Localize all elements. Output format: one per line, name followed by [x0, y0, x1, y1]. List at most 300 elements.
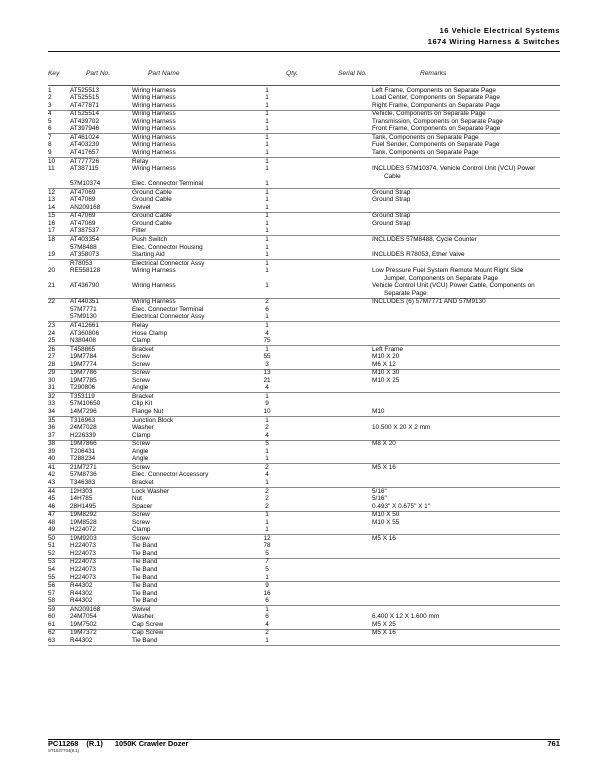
- cell-part-no: 57M7771: [70, 305, 97, 313]
- cell-part-name: Swivel: [132, 605, 151, 613]
- cell-remarks: Jumper, Components on Separate Page: [384, 274, 499, 282]
- table-row[interactable]: [48, 283, 560, 291]
- cell-part-no: T316963: [70, 416, 96, 424]
- cell-key: 41: [48, 463, 56, 471]
- cell-qty: 7: [265, 558, 269, 566]
- cell-part-no: AT47069: [70, 219, 96, 227]
- table-row[interactable]: [48, 606, 560, 614]
- cell-part-no: AT461024: [70, 133, 100, 141]
- cell-key: 34: [48, 408, 56, 416]
- cell-part-name: Wiring Harness: [132, 125, 176, 133]
- cell-qty: 1: [265, 180, 269, 188]
- table-row[interactable]: [48, 456, 560, 464]
- cell-part-name: Tie Band: [132, 589, 158, 597]
- cell-part-no: N380408: [70, 337, 96, 345]
- cell-part-name: Tie Band: [132, 582, 158, 590]
- table-row[interactable]: [48, 149, 560, 157]
- cell-key: 40: [48, 455, 56, 463]
- cell-key: 55: [48, 573, 56, 581]
- cell-remarks: M10: [372, 408, 385, 416]
- table-row[interactable]: [48, 550, 560, 558]
- cell-part-name: Screw: [132, 511, 150, 519]
- cell-part-name: Tie Band: [132, 558, 158, 566]
- cell-key: 23: [48, 322, 56, 330]
- cell-qty: 2: [265, 463, 269, 471]
- cell-part-no: H224072: [70, 526, 96, 534]
- cell-part-no: T290806: [70, 384, 96, 392]
- table-row[interactable]: [48, 527, 560, 535]
- table-row[interactable]: [48, 495, 560, 503]
- cell-part-name: Elec. Connector Housing: [132, 243, 203, 251]
- cell-part-no: H224073: [70, 549, 96, 557]
- cell-qty: 1: [265, 251, 269, 259]
- cell-key: 32: [48, 392, 56, 400]
- cell-key: 8: [48, 141, 52, 149]
- cell-qty: 1: [265, 392, 269, 400]
- cell-qty: 4: [265, 471, 269, 479]
- cell-key: 62: [48, 629, 56, 637]
- table-row[interactable]: [48, 181, 560, 189]
- cell-qty: 1: [265, 511, 269, 519]
- cell-key: 49: [48, 526, 56, 534]
- cell-part-no: 14H785: [70, 495, 93, 503]
- cell-part-name: Clamp: [132, 431, 151, 439]
- cell-key: 21: [48, 282, 56, 290]
- cell-qty: 4: [265, 431, 269, 439]
- cell-qty: 5: [265, 565, 269, 573]
- cell-part-name: Ground Cable: [132, 196, 172, 204]
- cell-key: 47: [48, 511, 56, 519]
- cell-part-name: Tie Band: [132, 597, 158, 605]
- cell-qty: 1: [265, 196, 269, 204]
- cell-remarks: Cable: [384, 172, 401, 180]
- cell-qty: 5: [265, 440, 269, 448]
- cell-qty: 3: [265, 360, 269, 368]
- table-row-group: [48, 260, 560, 299]
- cell-remarks: 0.493" X 0.675" X 1": [372, 502, 430, 510]
- cell-remarks: M10 X 55: [372, 518, 400, 526]
- table-row[interactable]: [48, 377, 560, 385]
- table-row[interactable]: [48, 346, 560, 354]
- cell-key: 35: [48, 416, 56, 424]
- cell-part-name: Relay: [132, 322, 149, 330]
- cell-part-no: R44302: [70, 636, 93, 644]
- cell-part-name: Bracket: [132, 345, 154, 353]
- table-row[interactable]: [48, 590, 560, 598]
- cell-key: 25: [48, 337, 56, 345]
- table-row[interactable]: [48, 441, 560, 449]
- table-row[interactable]: [48, 503, 560, 511]
- cell-part-no: T458865: [70, 345, 96, 353]
- cell-remarks: Separate Page: [384, 289, 427, 297]
- table-row[interactable]: [48, 582, 560, 590]
- cell-part-name: Wiring Harness: [132, 94, 176, 102]
- cell-part-name: Hose Clamp: [132, 329, 168, 337]
- cell-remarks: INCLUDES (6) 57M7771 AND 57M9130: [372, 298, 486, 306]
- table-row[interactable]: [48, 488, 560, 496]
- cell-part-no: AT387537: [70, 227, 100, 235]
- cell-part-no: 28H1495: [70, 502, 96, 510]
- cell-part-name: Screw: [132, 353, 150, 361]
- cell-key: 60: [48, 613, 56, 621]
- footer-page-number: 761: [547, 739, 560, 748]
- cell-qty: 5: [265, 549, 269, 557]
- table-row[interactable]: [48, 598, 560, 606]
- cell-key: 48: [48, 518, 56, 526]
- table-row[interactable]: [48, 338, 560, 346]
- cell-part-no: H224073: [70, 565, 96, 573]
- table-row[interactable]: [48, 385, 560, 393]
- cell-part-name: Push Switch: [132, 236, 168, 243]
- cell-remarks: 10.500 X 20 X 2 mm: [372, 424, 431, 432]
- cell-key: 61: [48, 620, 56, 628]
- table-row[interactable]: [48, 204, 560, 212]
- table-row-group: [48, 346, 560, 370]
- cell-key: 33: [48, 400, 56, 408]
- cell-part-name: Filter: [132, 227, 147, 235]
- cell-key: 17: [48, 227, 56, 235]
- cell-part-name: Ground Cable: [132, 212, 172, 220]
- table-row[interactable]: [48, 472, 560, 480]
- cell-part-name: Wiring Harness: [132, 165, 176, 173]
- table-row[interactable]: [48, 574, 560, 582]
- table-row-group: [48, 299, 560, 323]
- cell-part-no: AT47069: [70, 212, 96, 220]
- cell-part-no: H224073: [70, 573, 96, 581]
- cell-key: 56: [48, 582, 56, 590]
- cell-part-name: Elec. Connector Terminal: [132, 180, 204, 188]
- cell-qty: 1: [265, 165, 269, 173]
- cell-part-name: Lock Washer: [132, 487, 170, 495]
- cell-part-no: 21M7271: [70, 463, 97, 471]
- footer-sub-code: ST1037704(8.1): [48, 748, 80, 753]
- table-row[interactable]: [48, 299, 560, 307]
- table-row-group: [48, 189, 560, 213]
- cell-key: 42: [48, 471, 56, 479]
- cell-qty: 1: [265, 526, 269, 534]
- cell-qty: 1: [265, 478, 269, 486]
- column-header-remarks: Remarks: [420, 70, 447, 77]
- cell-part-name: Wiring Harness: [132, 86, 176, 94]
- table-row[interactable]: [48, 290, 560, 298]
- table-row-group: [48, 134, 560, 158]
- table-row-group: [48, 87, 560, 111]
- cell-key: 58: [48, 597, 56, 605]
- table-row[interactable]: [48, 417, 560, 425]
- cell-part-no: AT436790: [70, 282, 100, 290]
- cell-part-name: Screw: [132, 534, 150, 542]
- cell-part-name: Wiring Harness: [132, 110, 176, 118]
- table-row[interactable]: [48, 236, 560, 244]
- cell-part-no: AT403354: [70, 236, 100, 243]
- cell-qty: 1: [265, 188, 269, 196]
- cell-part-no: AT387115: [70, 165, 99, 173]
- table-row[interactable]: [48, 543, 560, 551]
- table-row-group: [48, 559, 560, 583]
- table-row[interactable]: [48, 228, 560, 236]
- table-row[interactable]: [48, 361, 560, 369]
- cell-part-name: Swivel: [132, 203, 151, 211]
- table-row[interactable]: [48, 173, 560, 181]
- cell-qty: 2: [265, 424, 269, 432]
- cell-part-name: Cap Screw: [132, 629, 164, 637]
- cell-part-name: Starting Aid: [132, 251, 165, 259]
- cell-remarks: Left Frame, Components on Separate Page: [372, 86, 496, 94]
- column-header-part-name: Part Name: [148, 70, 180, 77]
- footer-model: 1050K Crawler Dozer: [114, 739, 189, 748]
- table-row[interactable]: [48, 393, 560, 401]
- cell-qty: 1: [265, 203, 269, 211]
- table-row[interactable]: [48, 306, 560, 314]
- cell-key: 9: [48, 148, 52, 156]
- cell-qty: 1: [265, 313, 269, 321]
- cell-qty: 1: [265, 259, 269, 267]
- table-row[interactable]: [48, 448, 560, 456]
- column-header-part-no: Part No.: [86, 70, 111, 77]
- cell-qty: 1: [265, 110, 269, 118]
- table-row[interactable]: [48, 408, 560, 416]
- column-header-serial-no: Serial No.: [338, 70, 367, 77]
- table-row-group: [48, 488, 560, 512]
- cell-remarks: Tank, Components on Separate Page: [372, 133, 479, 141]
- cell-qty: 1: [265, 86, 269, 94]
- cell-part-name: Elec. Connector Terminal: [132, 305, 204, 313]
- cell-part-no: 19M7784: [70, 353, 97, 361]
- table-row[interactable]: [48, 512, 560, 520]
- cell-key: 43: [48, 478, 56, 486]
- cell-part-no: AT403239: [70, 141, 100, 149]
- column-header-key: Key: [48, 70, 60, 77]
- cell-qty: 16: [263, 589, 271, 597]
- cell-part-no: 57M10374: [70, 180, 101, 188]
- cell-remarks: M5 X 16: [372, 629, 396, 637]
- cell-qty: 4: [265, 329, 269, 337]
- cell-part-name: Clip Kit: [132, 400, 153, 408]
- cell-remarks: M10 X 50: [372, 511, 400, 519]
- table-row[interactable]: [48, 244, 560, 252]
- cell-qty: 1: [265, 322, 269, 330]
- table-row-group: [48, 417, 560, 441]
- cell-part-name: Clamp: [132, 526, 151, 534]
- cell-qty: 21: [263, 376, 271, 384]
- cell-part-no: 19M8292: [70, 511, 97, 519]
- cell-remarks: Low Pressure Fuel System Remote Mount Right Side: [372, 267, 524, 275]
- cell-part-name: Angle: [132, 455, 149, 463]
- cell-qty: 1: [265, 605, 269, 613]
- table-row-group: [48, 236, 560, 260]
- cell-part-no: H224073: [70, 558, 96, 566]
- cell-key: 18: [48, 236, 56, 243]
- cell-key: 6: [48, 125, 52, 133]
- cell-qty: 78: [263, 542, 271, 550]
- table-row[interactable]: [48, 614, 560, 622]
- cell-remarks: M6 X 12: [372, 360, 396, 368]
- cell-qty: 10: [263, 408, 271, 416]
- table-row[interactable]: [48, 314, 560, 322]
- footer-catalog-info: [48, 739, 188, 748]
- cell-remarks: 6.400 X 12 X 1.600 mm: [372, 613, 440, 621]
- cell-key: 11: [48, 165, 55, 173]
- table-row-group: [48, 630, 560, 646]
- table-row[interactable]: [48, 637, 560, 645]
- table-row[interactable]: [48, 370, 560, 378]
- table-row-group: [48, 111, 560, 135]
- table-row[interactable]: [48, 189, 560, 197]
- cell-remarks: Transmission, Components on Separate Page: [372, 117, 503, 125]
- cell-part-name: Junction Block: [132, 416, 174, 424]
- cell-part-no: H226339: [70, 431, 96, 439]
- cell-qty: 4: [265, 384, 269, 392]
- cell-part-no: AT439702: [70, 117, 100, 125]
- cell-part-name: Cap Screw: [132, 620, 164, 628]
- cell-qty: 2: [265, 502, 269, 510]
- table-row[interactable]: [48, 425, 560, 433]
- table-row[interactable]: [48, 432, 560, 440]
- cell-qty: 1: [265, 133, 269, 141]
- cell-qty: 75: [263, 337, 271, 345]
- table-row[interactable]: [48, 197, 560, 205]
- cell-qty: 6: [265, 597, 269, 605]
- table-row[interactable]: [48, 479, 560, 487]
- cell-key: 31: [48, 384, 56, 392]
- page-header: [48, 26, 560, 47]
- cell-qty: 1: [265, 94, 269, 102]
- cell-part-no: AT47069: [70, 188, 96, 196]
- cell-part-name: Elec. Connector Accessory: [132, 471, 209, 479]
- table-row[interactable]: [48, 102, 560, 110]
- cell-key: 38: [48, 440, 56, 448]
- table-row[interactable]: [48, 401, 560, 409]
- header-section-line: 16 Vehicle Electrical Systems: [439, 26, 560, 35]
- cell-part-no: T346383: [70, 478, 96, 486]
- table-row[interactable]: [48, 464, 560, 472]
- header-divider: [48, 51, 560, 52]
- cell-key: 1: [48, 86, 52, 94]
- cell-qty: 13: [263, 369, 271, 377]
- cell-remarks: M8 X 20: [372, 440, 396, 448]
- cell-qty: 9: [265, 400, 269, 408]
- table-row[interactable]: [48, 213, 560, 221]
- cell-part-name: Wiring Harness: [132, 267, 176, 275]
- cell-key: 22: [48, 298, 56, 306]
- cell-part-no: 57M8488: [70, 243, 97, 251]
- cell-remarks: 5/16": [372, 495, 387, 503]
- cell-key: 30: [48, 376, 56, 384]
- cell-qty: 12: [263, 534, 271, 542]
- cell-qty: 2: [265, 629, 269, 637]
- table-row[interactable]: [48, 330, 560, 338]
- table-row-group: [48, 535, 560, 559]
- cell-part-no: AT525513: [70, 86, 100, 94]
- footer-catalog-no: PC11268: [48, 739, 79, 748]
- cell-remarks: Load Center, Components on Separate Page: [372, 94, 500, 102]
- table-row[interactable]: [48, 322, 560, 330]
- cell-key: 2: [48, 94, 52, 102]
- cell-key: 63: [48, 636, 56, 644]
- cell-part-no: AT412661: [70, 322, 100, 330]
- cell-qty: 1: [265, 236, 269, 243]
- cell-part-no: 57M8736: [70, 471, 97, 479]
- cell-part-no: AT440351: [70, 298, 100, 306]
- cell-part-name: Ground Cable: [132, 188, 172, 196]
- cell-qty: 1: [265, 157, 269, 165]
- table-row[interactable]: [48, 519, 560, 527]
- cell-part-no: 12H303: [70, 487, 93, 495]
- cell-remarks: Tank, Components on Separate Page: [372, 148, 479, 156]
- cell-qty: 1: [265, 518, 269, 526]
- cell-remarks: Ground Strap: [372, 188, 411, 196]
- table-row-group: [48, 441, 560, 465]
- cell-part-no: R44302: [70, 589, 93, 597]
- cell-remarks: INCLUDES 57M10374, Vehicle Control Unit (VCU) Power: [372, 165, 536, 173]
- cell-qty: 1: [265, 125, 269, 133]
- cell-part-no: AT777726: [70, 157, 100, 165]
- cell-part-name: Washer: [132, 613, 154, 621]
- cell-part-name: Screw: [132, 376, 150, 384]
- cell-part-no: AT477871: [70, 101, 100, 109]
- cell-key: 37: [48, 431, 56, 439]
- table-row[interactable]: [48, 559, 560, 567]
- cell-qty: 55: [263, 353, 271, 361]
- cell-key: 27: [48, 353, 56, 361]
- cell-part-name: Wiring Harness: [132, 133, 176, 141]
- cell-part-name: Tie Band: [132, 565, 158, 573]
- cell-key: 51: [48, 542, 56, 550]
- cell-part-name: Angle: [132, 447, 149, 455]
- cell-qty: 1: [265, 267, 269, 275]
- table-row[interactable]: [48, 630, 560, 638]
- cell-qty: 1: [265, 447, 269, 455]
- cell-remarks: INCLUDES R78053, Ether Valve: [372, 251, 465, 259]
- table-row[interactable]: [48, 251, 560, 259]
- cell-part-no: R44302: [70, 597, 93, 605]
- table-row[interactable]: [48, 354, 560, 362]
- table-row[interactable]: [48, 142, 560, 150]
- cell-qty: 1: [265, 148, 269, 156]
- cell-part-name: Tie Band: [132, 573, 158, 581]
- cell-remarks: Vehicle Control Unit (VCU) Power Cable, Components on: [372, 282, 535, 290]
- cell-part-name: Tie Band: [132, 542, 158, 550]
- table-row[interactable]: [48, 621, 560, 629]
- cell-qty: 4: [265, 620, 269, 628]
- cell-key: 29: [48, 369, 56, 377]
- table-row[interactable]: [48, 165, 560, 173]
- cell-part-name: Clamp: [132, 337, 151, 345]
- table-row[interactable]: [48, 220, 560, 228]
- table-column-headers: [48, 70, 560, 82]
- table-row[interactable]: [48, 126, 560, 134]
- cell-key: 15: [48, 212, 56, 220]
- cell-key: 44: [48, 487, 56, 495]
- cell-part-name: Screw: [132, 440, 150, 448]
- cell-part-name: Electrical Connector Assy: [132, 313, 205, 321]
- cell-part-name: Ground Cable: [132, 219, 172, 227]
- cell-remarks: INCLUDES 57M8488, Cycle Counter: [372, 236, 477, 243]
- table-row-group: [48, 393, 560, 417]
- cell-qty: 6: [265, 613, 269, 621]
- cell-remarks: Front Frame, Components on Separate Page: [372, 125, 501, 133]
- cell-part-no: 19M7372: [70, 629, 97, 637]
- cell-qty: 1: [265, 282, 269, 290]
- cell-part-name: Screw: [132, 369, 150, 377]
- cell-part-name: Screw: [132, 518, 150, 526]
- table-row[interactable]: [48, 535, 560, 543]
- cell-part-no: AT417657: [70, 148, 100, 156]
- cell-part-no: T288234: [70, 455, 96, 463]
- cell-key: 19: [48, 251, 56, 259]
- header-subsection-line: 1674 Wiring Harness & Switches: [427, 36, 560, 46]
- table-row[interactable]: [48, 566, 560, 574]
